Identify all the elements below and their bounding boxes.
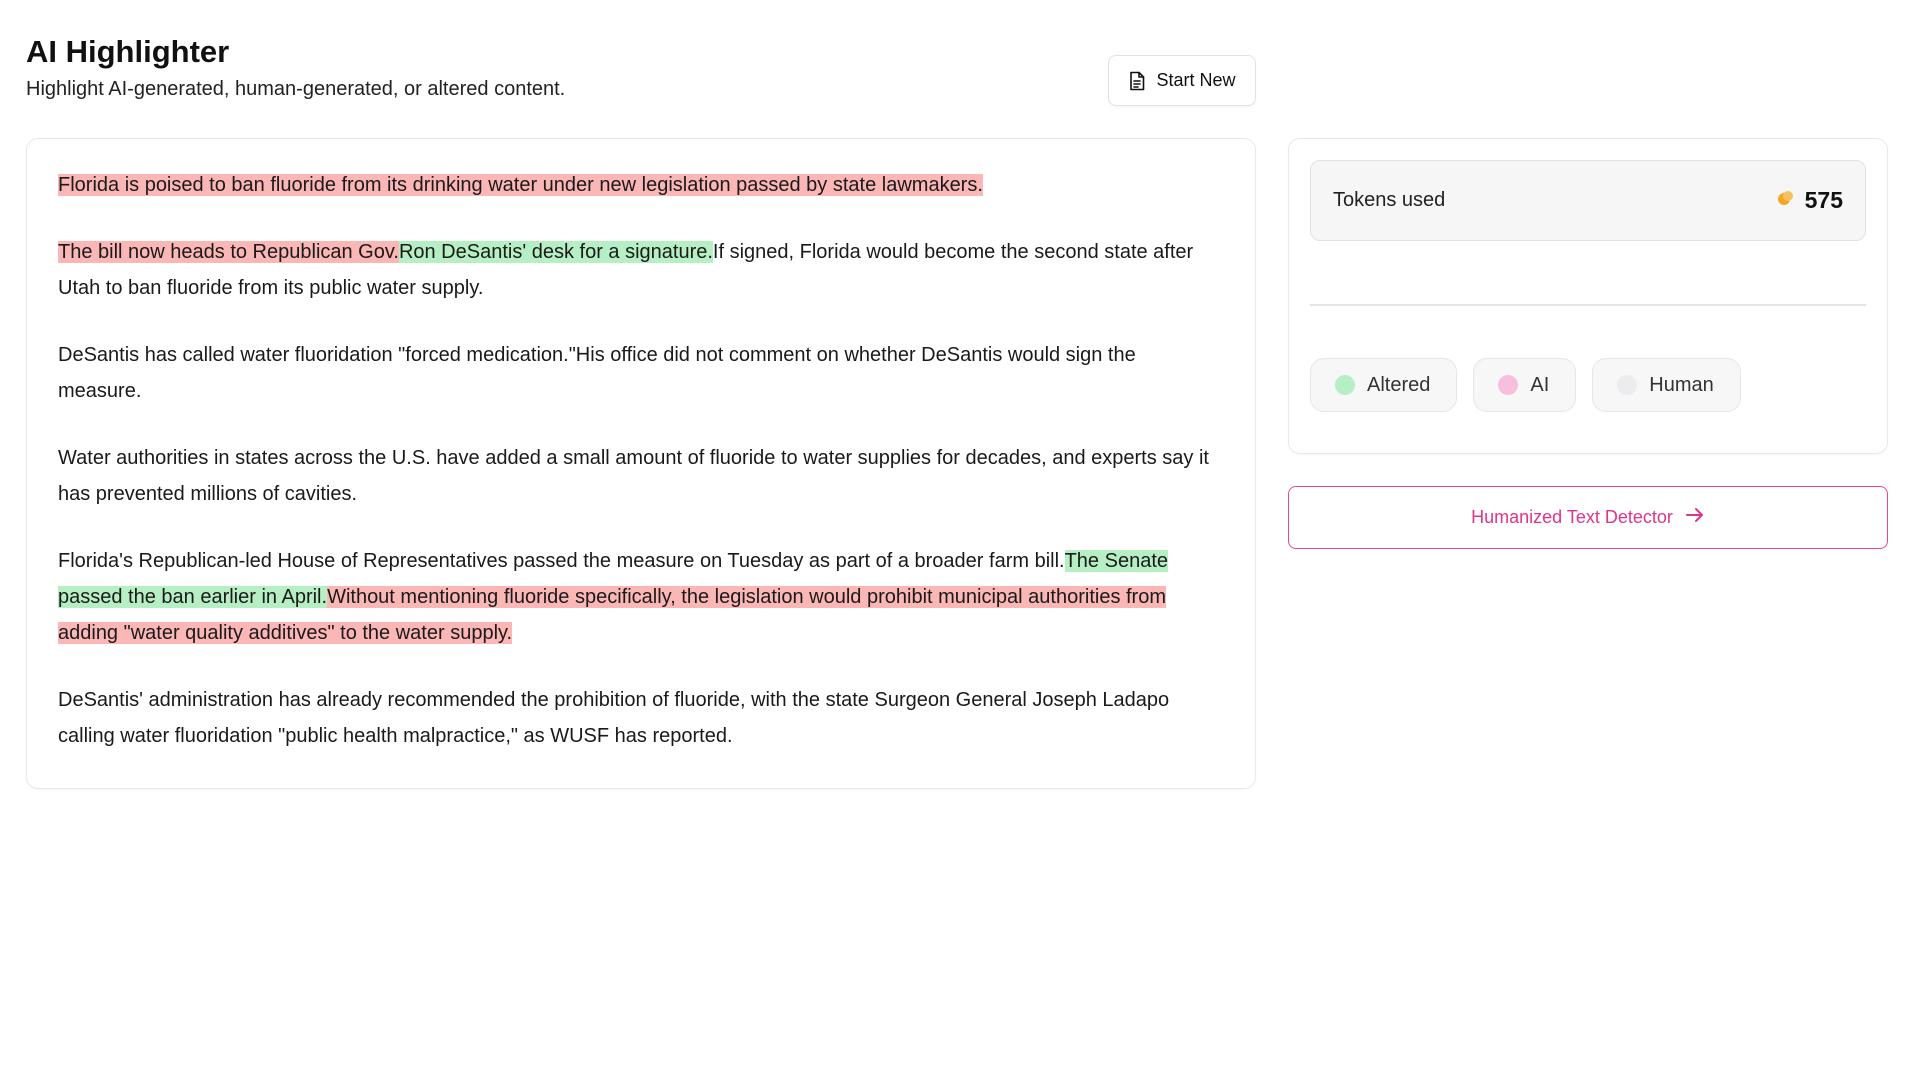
ai-highlight-segment: The bill now heads to Republican Gov. bbox=[58, 241, 399, 263]
tokens-used-box bbox=[1310, 160, 1866, 241]
legend-label: AI bbox=[1530, 373, 1550, 396]
legend-label: Altered bbox=[1367, 373, 1431, 396]
paragraph bbox=[58, 543, 1224, 651]
legend bbox=[1310, 358, 1741, 412]
human-text-segment: DeSantis' administration has already recommended the prohibition of fluoride, with the state Surgeon General Joseph Ladapo calling water fluoridation "public health malpractice," as WUSF has reported. bbox=[58, 689, 1170, 747]
tokens-used-label: Tokens used bbox=[1333, 189, 1446, 211]
start-new-button[interactable] bbox=[1108, 55, 1256, 106]
legend-label: Human bbox=[1649, 373, 1714, 396]
human-text-segment: Florida's Republican-led House of Representatives passed the measure on Tuesday as part of a broader farm bill. bbox=[58, 550, 1065, 572]
legend-chip-ai[interactable] bbox=[1473, 358, 1576, 412]
altered-highlight-segment: The Senate passed the ban earlier in April. bbox=[58, 550, 1169, 608]
paragraph bbox=[58, 682, 1224, 754]
humanized-text-detector-label: Humanized Text Detector bbox=[1471, 507, 1673, 527]
highlighted-text-card bbox=[26, 138, 1256, 789]
ai-highlight-segment: Without mentioning fluoride specifically, the legislation would prohibit municipal authorities from adding "water quality additives" to the water supply. bbox=[58, 586, 1166, 644]
legend-dot-human bbox=[1617, 375, 1637, 395]
divider bbox=[1310, 304, 1866, 306]
paragraph bbox=[58, 337, 1224, 409]
stats-panel bbox=[1288, 138, 1888, 454]
human-text-segment: If signed, Florida would become the second state after Utah to ban fluoride from its public water supply. bbox=[58, 241, 1194, 299]
legend-chip-human[interactable] bbox=[1592, 358, 1740, 412]
altered-highlight-segment: Ron DeSantis' desk for a signature. bbox=[398, 241, 713, 263]
page-title: AI Highlighter bbox=[26, 34, 230, 69]
legend-chip-altered[interactable] bbox=[1310, 358, 1457, 412]
tokens-used-value: 575 bbox=[1804, 187, 1843, 213]
legend-dot-altered bbox=[1335, 375, 1355, 395]
legend-dot-ai bbox=[1498, 375, 1518, 395]
page-subtitle: Highlight AI-generated, human-generated, or altered content. bbox=[26, 78, 566, 100]
human-text-segment: DeSantis has called water fluoridation "forced medication."His office did not comment on whether DeSantis would sign the measure. bbox=[58, 344, 1136, 402]
ai-highlight-segment: Florida is poised to ban fluoride from its drinking water under new legislation passed by state lawmakers. bbox=[58, 174, 983, 196]
human-text-segment: Water authorities in states across the U.S. have added a small amount of fluoride to water supplies for decades, and experts say it has prevented millions of cavities. bbox=[58, 447, 1209, 505]
coins-icon bbox=[1777, 189, 1795, 212]
humanized-text-detector-button[interactable] bbox=[1288, 486, 1888, 549]
arrow-right-icon bbox=[1685, 506, 1705, 529]
paragraph bbox=[58, 440, 1224, 512]
paragraph bbox=[58, 167, 1224, 203]
document-icon bbox=[1128, 71, 1146, 91]
start-new-label: Start New bbox=[1156, 70, 1236, 90]
paragraph bbox=[58, 234, 1224, 306]
